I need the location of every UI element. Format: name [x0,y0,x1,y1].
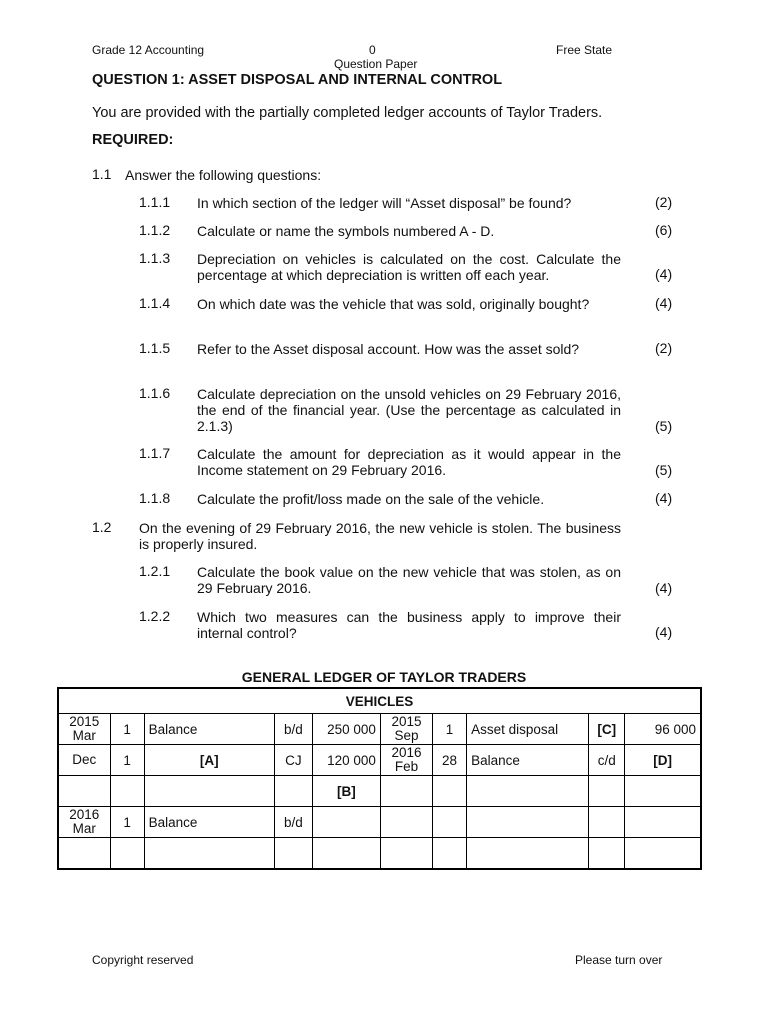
debit-details: Balance [144,807,274,838]
ledger-row [58,807,701,838]
debit-folio: CJ [274,745,312,776]
credit-details [467,776,589,807]
credit-day [433,776,467,807]
debit-date [58,776,110,807]
credit-day: 1 [433,714,467,745]
subq2-number: 1.2.2 [139,608,171,624]
debit-date: 2016 Mar [58,807,110,838]
debit-total: [B] [312,776,380,807]
subq-marks: (2) [655,340,673,356]
footer-copyright: Copyright reserved [92,953,194,967]
subq-text: On which date was the vehicle that was sold, originally bought? [197,296,590,312]
credit-date [380,838,432,870]
subq-text: In which section of the ledger will “Asset disposal” be found? [197,195,572,211]
debit-folio [274,776,312,807]
debit-amount: 120 000 [312,745,380,776]
ledger-row [58,714,701,745]
subq-number: 1.1.5 [139,340,171,356]
subq-marks: (4) [655,266,673,282]
credit-date: 2015 Sep [380,714,432,745]
credit-total [625,776,701,807]
subq-number: 1.1.6 [139,385,171,401]
credit-details: Balance [467,745,589,776]
header-grade: Grade 12 Accounting [92,43,205,57]
required-heading: REQUIRED: [92,132,174,148]
subq2-text: Calculate the book value on the new vehicle that was stolen, as on 29 February 2016. [197,564,621,596]
debit-folio: b/d [274,714,312,745]
credit-amount [625,807,701,838]
debit-folio: b/d [274,807,312,838]
debit-details: Balance [144,714,274,745]
subq-text: Calculate or name the symbols numbered A - D. [197,223,495,239]
subq-number: 1.1.3 [139,250,171,266]
credit-details [467,838,589,870]
q1-1-number: 1.1 [92,166,112,182]
credit-details [467,807,589,838]
debit-date: 2015 Mar [58,714,110,745]
subq-number: 1.1.4 [139,295,171,311]
credit-amount: [D] [625,745,701,776]
subq-text: Refer to the Asset disposal account. How was the asset sold? [197,341,580,357]
subq-number: 1.1.7 [139,445,171,461]
debit-day [110,838,144,870]
credit-folio [589,776,625,807]
q1-2-text: On the evening of 29 February 2016, the new vehicle is stolen. The business is properly insured. [139,520,621,552]
subq2-marks: (4) [655,624,673,640]
debit-day: 1 [110,807,144,838]
subq-marks: (5) [655,462,673,478]
credit-amount: 96 000 [625,714,701,745]
credit-day [433,838,467,870]
debit-date [58,838,110,870]
debit-day: 1 [110,714,144,745]
credit-folio [589,807,625,838]
account-name: VEHICLES [58,688,701,714]
debit-day: 1 [110,745,144,776]
credit-details: Asset disposal [467,714,589,745]
header-province: Free State [556,43,613,57]
ledger-total-row [58,776,701,807]
subq-text: Calculate the profit/loss made on the sale of the vehicle. [197,491,545,507]
credit-date [380,776,432,807]
debit-amount [312,838,380,870]
subq-marks: (6) [655,222,673,238]
subq-marks: (2) [655,194,673,210]
debit-amount: 250 000 [312,714,380,745]
subq-number: 1.1.2 [139,222,171,238]
credit-amount [625,838,701,870]
subq-number: 1.1.1 [139,194,171,210]
ledger-title: GENERAL LEDGER OF TAYLOR TRADERS [241,669,527,685]
subq-text: Depreciation on vehicles is calculated on the cost. Calculate the percentage at which depreciation is written off each year. [197,251,621,283]
debit-details: [A] [144,745,274,776]
q1-2-number: 1.2 [92,519,112,535]
subq-marks: (4) [655,295,673,311]
debit-folio [274,838,312,870]
subq-text: Calculate the amount for depreciation as it would appear in the Income statement on 29 February 2016. [197,446,621,478]
credit-date [380,807,432,838]
subq2-text: Which two measures can the business apply to improve their internal control? [197,609,621,641]
credit-day: 28 [433,745,467,776]
intro-text: You are provided with the partially completed ledger accounts of Taylor Traders. [92,105,603,121]
credit-date: 2016 Feb [380,745,432,776]
debit-details [144,838,274,870]
debit-details [144,776,274,807]
subq-text: Calculate depreciation on the unsold vehicles on 29 February 2016, the end of the financial year. (Use the percentage as calculated in 2.1.3) [197,386,621,434]
debit-day [110,776,144,807]
header-subtitle: Question Paper [334,57,418,71]
credit-folio: c/d [589,745,625,776]
credit-day [433,807,467,838]
subq-number: 1.1.8 [139,490,171,506]
subq-marks: (4) [655,490,673,506]
q1-1-text: Answer the following questions: [125,167,322,183]
subq2-marks: (4) [655,580,673,596]
ledger-row [58,745,701,776]
header-page-number: 0 [369,43,376,57]
debit-date: Dec [58,745,110,776]
subq-marks: (5) [655,418,673,434]
subq2-number: 1.2.1 [139,563,171,579]
footer-turn-over: Please turn over [575,953,663,967]
credit-folio: [C] [589,714,625,745]
question-title: QUESTION 1: ASSET DISPOSAL AND INTERNAL CONTROL [92,72,503,88]
ledger-row [58,838,701,870]
debit-amount [312,807,380,838]
credit-folio [589,838,625,870]
vehicles-ledger-table [57,687,702,870]
